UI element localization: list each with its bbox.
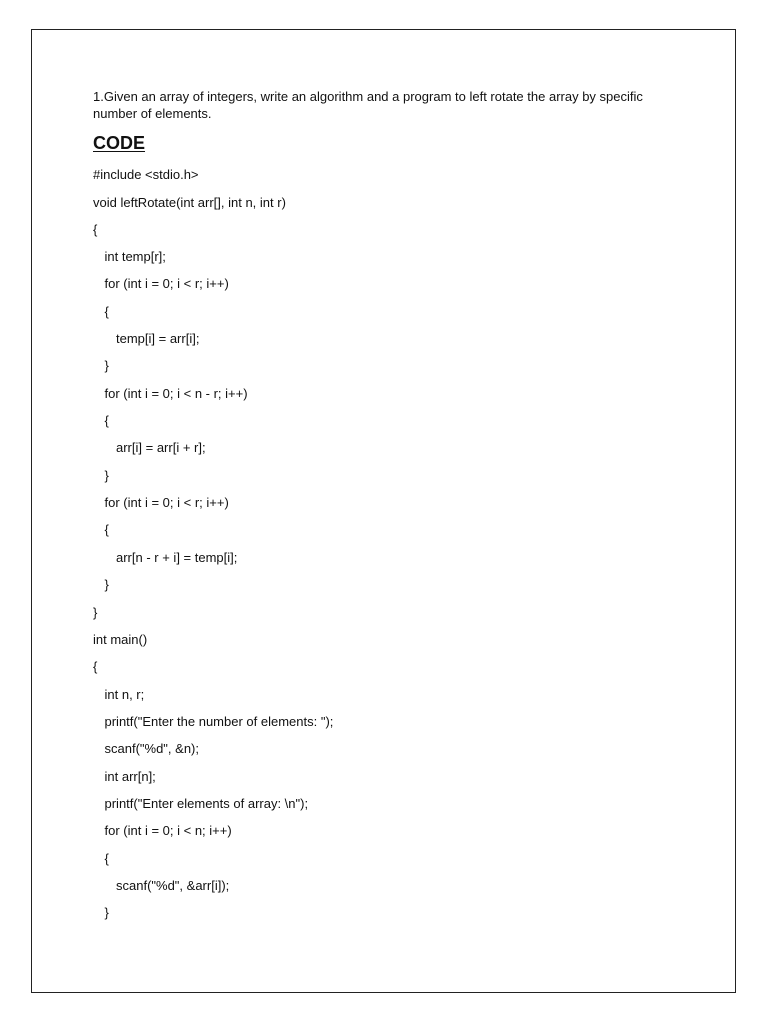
code-line: for (int i = 0; i < r; i++) [104,276,229,291]
code-line: { [104,522,109,537]
code-line: for (int i = 0; i < n; i++) [104,823,232,838]
code-line: { [104,304,109,319]
code-line: arr[n - r + i] = temp[i]; [116,550,238,565]
code-line: } [104,358,109,373]
question-text: 1.Given an array of integers, write an algorithm and a program to left rotate the array by specific number of elements. [93,89,643,121]
code-line: { [104,851,109,866]
code-line: temp[i] = arr[i]; [116,331,200,346]
code-line: #include <stdio.h> [93,167,199,182]
code-line: printf("Enter elements of array: \n"); [104,796,309,811]
code-line: } [93,605,98,620]
code-line: int n, r; [104,687,145,702]
code-line: for (int i = 0; i < n - r; i++) [104,386,248,401]
code-line: scanf("%d", &n); [104,741,199,756]
code-line: } [104,468,109,483]
code-line: arr[i] = arr[i + r]; [116,440,206,455]
code-line: { [104,413,109,428]
code-line: int main() [93,632,148,647]
code-line: { [93,222,98,237]
code-heading: CODE [93,133,146,153]
code-line: } [104,905,109,920]
code-line: } [104,577,109,592]
code-line: void leftRotate(int arr[], int n, int r) [93,195,286,210]
code-line: int arr[n]; [104,769,156,784]
code-line: scanf("%d", &arr[i]); [116,878,230,893]
code-line: printf("Enter the number of elements: "); [104,714,334,729]
code-line: { [93,659,98,674]
code-line: int temp[r]; [104,249,166,264]
code-line: for (int i = 0; i < r; i++) [104,495,229,510]
